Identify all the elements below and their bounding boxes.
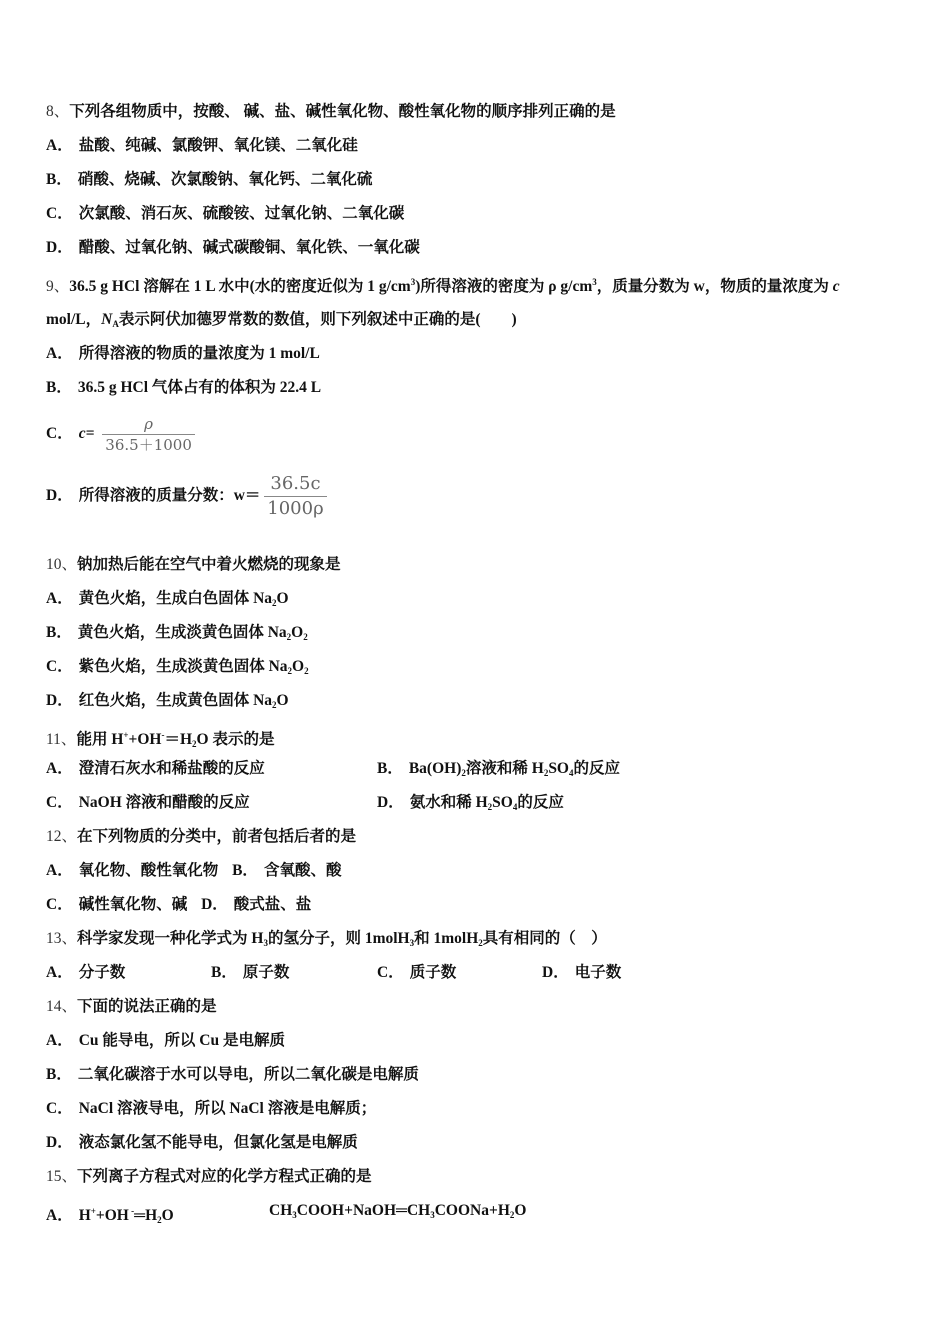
superscript: + bbox=[90, 1206, 96, 1216]
option-text: 所得溶液的物质的量浓度为 1 mol/L bbox=[78, 345, 320, 362]
question-8-stem bbox=[46, 102, 616, 122]
question-text: mol/L， bbox=[46, 311, 102, 328]
q9-option-d[interactable] bbox=[46, 470, 327, 522]
question-14-stem bbox=[46, 997, 217, 1017]
question-text: 的氢分子，则 1molH bbox=[267, 930, 410, 947]
option-label: B． bbox=[46, 379, 72, 396]
q15-option-a[interactable] bbox=[46, 1201, 174, 1230]
q12-options-row1 bbox=[46, 861, 341, 881]
q12-option-a[interactable] bbox=[46, 862, 218, 879]
superscript: - bbox=[128, 1206, 135, 1216]
option-text: Cu 能导电，所以 Cu 是电解质 bbox=[78, 1032, 285, 1049]
option-label: D． bbox=[377, 794, 404, 811]
option-text: 电子数 bbox=[574, 964, 622, 981]
option-text: O bbox=[291, 624, 304, 641]
option-label: A． bbox=[46, 760, 73, 777]
question-text: +OH bbox=[128, 731, 162, 748]
formula-prefix: c= bbox=[78, 425, 95, 442]
option-label: D． bbox=[201, 896, 228, 913]
fraction bbox=[264, 472, 326, 521]
subscript: 3 bbox=[409, 938, 415, 948]
q14-option-c[interactable] bbox=[46, 1099, 376, 1119]
option-text: O bbox=[292, 658, 305, 675]
subscript: 2 bbox=[303, 632, 308, 642]
question-13-stem bbox=[46, 929, 607, 953]
q9-option-c[interactable] bbox=[46, 412, 195, 456]
q12-options-row2 bbox=[46, 895, 311, 915]
q12-option-b[interactable] bbox=[232, 862, 341, 879]
subscript: 2 bbox=[304, 666, 309, 676]
subscript: 2 bbox=[192, 739, 197, 749]
question-text: 下列各组物质中，按酸、 碱、盐、碱性氧化物、酸性氧化物的顺序排列正确的是 bbox=[69, 103, 616, 120]
variable-c: c bbox=[832, 278, 840, 295]
avogadro-symbol: N bbox=[101, 311, 113, 328]
question-text: )所得溶液的密度为 ρ g/cm bbox=[415, 278, 593, 295]
option-label: D． bbox=[46, 692, 73, 709]
equation-text: O bbox=[514, 1202, 527, 1219]
question-text: 下列离子方程式对应的化学方程式正确的是 bbox=[77, 1168, 372, 1185]
q14-option-a[interactable] bbox=[46, 1031, 285, 1051]
numerator: ρ bbox=[102, 414, 195, 435]
q13-option-c[interactable] bbox=[377, 963, 456, 983]
subscript: 2 bbox=[287, 666, 293, 676]
question-text: 科学家发现一种化学式为 H bbox=[77, 930, 264, 947]
equation-text: H bbox=[78, 1207, 91, 1224]
question-text: ，质量分数为 w，物质的量浓度为 bbox=[596, 278, 833, 295]
ionic-equation bbox=[79, 1207, 174, 1224]
subscript: 2 bbox=[509, 1210, 515, 1220]
option-text: NaCl 溶液导电，所以 NaCl 溶液是电解质； bbox=[78, 1100, 377, 1117]
equation-text: ═H bbox=[134, 1207, 158, 1224]
option-label: D． bbox=[542, 964, 569, 981]
q14-option-b[interactable] bbox=[46, 1065, 419, 1085]
q8-option-c[interactable] bbox=[46, 204, 404, 224]
option-text: O bbox=[276, 692, 289, 709]
q11-option-c[interactable] bbox=[46, 793, 250, 813]
numerator: 36.5c bbox=[264, 472, 326, 497]
option-label: A． bbox=[46, 1207, 73, 1224]
subscript: 2 bbox=[272, 598, 277, 608]
question-11-stem bbox=[46, 725, 274, 754]
question-number: 12、 bbox=[46, 828, 78, 845]
option-label: C． bbox=[46, 896, 73, 913]
subscript: 2 bbox=[478, 938, 483, 948]
question-number: 15、 bbox=[46, 1168, 78, 1185]
q9-option-b[interactable] bbox=[46, 378, 321, 398]
question-text: 和 1molH bbox=[414, 930, 479, 947]
subscript: 4 bbox=[569, 768, 574, 778]
option-text: 黄色火焰，生成淡黄色固体 Na bbox=[77, 624, 287, 641]
option-label: A． bbox=[46, 590, 73, 607]
superscript: 3 bbox=[592, 277, 597, 287]
option-text: NaOH 溶液和醋酸的反应 bbox=[78, 794, 250, 811]
subscript: 2 bbox=[487, 802, 493, 812]
superscript: + bbox=[123, 730, 129, 740]
question-number: 10、 bbox=[46, 556, 78, 573]
option-label: B． bbox=[46, 171, 72, 188]
question-text: 表示阿伏加德罗常数的数值，则下列叙述中正确的是( ) bbox=[118, 311, 517, 328]
question-number: 13、 bbox=[46, 930, 78, 947]
option-text: SO bbox=[492, 794, 513, 811]
subscript: 2 bbox=[461, 768, 466, 778]
option-label: C． bbox=[46, 794, 73, 811]
question-number: 8、 bbox=[46, 103, 70, 120]
question-number: 14、 bbox=[46, 998, 78, 1015]
option-text: 原子数 bbox=[242, 964, 290, 981]
option-label: B． bbox=[46, 624, 72, 641]
option-label: B． bbox=[377, 760, 403, 777]
question-text: O 表示的是 bbox=[196, 731, 275, 748]
option-text: 紫色火焰，生成淡黄色固体 Na bbox=[78, 658, 288, 675]
question-15-stem bbox=[46, 1167, 372, 1187]
q12-option-c[interactable] bbox=[46, 896, 187, 913]
equation-text: CH bbox=[269, 1202, 293, 1219]
question-9-stem bbox=[46, 272, 840, 297]
q9-option-a[interactable] bbox=[46, 344, 320, 364]
option-text: SO bbox=[548, 760, 569, 777]
q8-option-a[interactable] bbox=[46, 136, 358, 156]
option-text: 含氧酸、酸 bbox=[263, 862, 342, 879]
option-text: 碱性氧化物、碱 bbox=[78, 896, 188, 913]
option-label: D． bbox=[46, 1134, 73, 1151]
q11-option-a[interactable] bbox=[46, 759, 265, 779]
option-text: 液态氯化氢不能导电，但氯化氢是电解质 bbox=[78, 1134, 358, 1151]
option-text: O bbox=[276, 590, 289, 607]
fraction bbox=[102, 414, 195, 455]
option-text: 红色火焰，生成黄色固体 Na bbox=[78, 692, 273, 709]
q13-option-a[interactable] bbox=[46, 963, 125, 983]
option-text: 氨水和稀 H bbox=[409, 794, 488, 811]
q10-option-d[interactable] bbox=[46, 691, 289, 715]
denominator: 1000ρ bbox=[267, 497, 324, 519]
question-number: 9、 bbox=[46, 278, 70, 295]
question-text: 36.5 g HCl 溶解在 1 L 水中(水的密度近似为 1 g/cm bbox=[69, 278, 411, 295]
q10-option-c[interactable] bbox=[46, 657, 309, 681]
q14-option-d[interactable] bbox=[46, 1133, 358, 1153]
option-label: C． bbox=[46, 658, 73, 675]
q13-option-d[interactable] bbox=[542, 963, 621, 983]
subscript: 2 bbox=[543, 768, 549, 778]
option-text: 次氯酸、消石灰、硫酸铵、过氧化钠、二氧化碳 bbox=[78, 205, 405, 222]
q11-option-d[interactable] bbox=[377, 793, 564, 817]
question-text: 下面的说法正确的是 bbox=[77, 998, 217, 1015]
option-label: A． bbox=[46, 1032, 73, 1049]
subscript: 3 bbox=[292, 1210, 297, 1220]
option-text: 二氧化碳溶于水可以导电，所以二氧化碳是电解质 bbox=[77, 1066, 419, 1083]
option-text: 的反应 bbox=[517, 794, 564, 811]
question-10-stem bbox=[46, 555, 341, 575]
superscript: 3 bbox=[410, 277, 416, 287]
equation-text: O bbox=[161, 1207, 174, 1224]
question-12-stem bbox=[46, 827, 356, 847]
equation-text: COOH+NaOH═CH bbox=[296, 1202, 431, 1219]
equation-text: +OH bbox=[95, 1207, 129, 1224]
option-label: C． bbox=[46, 425, 73, 442]
option-label: B． bbox=[46, 1066, 72, 1083]
subscript: A bbox=[112, 319, 119, 329]
superscript: - bbox=[161, 730, 165, 740]
q11-option-b[interactable] bbox=[377, 759, 620, 783]
option-text: 酸式盐、盐 bbox=[233, 896, 312, 913]
option-label: A． bbox=[46, 345, 73, 362]
q12-option-d[interactable] bbox=[201, 896, 311, 913]
subscript: 2 bbox=[272, 700, 277, 710]
option-label: B． bbox=[232, 862, 258, 879]
option-text: 澄清石灰水和稀盐酸的反应 bbox=[78, 760, 265, 777]
q10-option-a[interactable] bbox=[46, 589, 289, 613]
option-text: 溶液和稀 H bbox=[465, 760, 544, 777]
option-text: 黄色火焰，生成白色固体 Na bbox=[78, 590, 273, 607]
option-label: D． bbox=[46, 487, 73, 504]
option-label: A． bbox=[46, 964, 73, 981]
option-label: D． bbox=[46, 239, 73, 256]
subscript: 3 bbox=[263, 938, 268, 948]
q10-option-b[interactable] bbox=[46, 623, 308, 647]
subscript: 3 bbox=[430, 1210, 435, 1220]
option-text: 氧化物、酸性氧化物 bbox=[78, 862, 219, 879]
denominator: 36.5＋1000 bbox=[105, 435, 192, 454]
option-text: 硝酸、烧碱、次氯酸钠、氧化钙、二氧化硫 bbox=[77, 171, 373, 188]
option-label: B． bbox=[211, 964, 237, 981]
option-label: C． bbox=[46, 1100, 73, 1117]
q8-option-d[interactable] bbox=[46, 238, 420, 258]
question-text: 具有相同的（ ） bbox=[482, 930, 607, 947]
q8-option-b[interactable] bbox=[46, 170, 372, 190]
subscript: 2 bbox=[157, 1215, 162, 1225]
subscript: 2 bbox=[286, 632, 292, 642]
option-text: 所得溶液的质量分数：w＝ bbox=[78, 487, 261, 504]
question-text: ＝H bbox=[164, 731, 193, 748]
question-number: 11、 bbox=[46, 731, 77, 748]
option-text: 质子数 bbox=[409, 964, 457, 981]
option-text: 盐酸、纯碱、氯酸钾、氧化镁、二氧化硅 bbox=[78, 137, 358, 154]
equation-text: COONa+H bbox=[434, 1202, 510, 1219]
option-text: 36.5 g HCl 气体占有的体积为 22.4 L bbox=[77, 379, 322, 396]
q15-option-a-chemical-equation bbox=[269, 1201, 526, 1225]
question-text: 钠加热后能在空气中着火燃烧的现象是 bbox=[77, 556, 341, 573]
option-text: 醋酸、过氧化钠、碱式碳酸铜、氧化铁、一氧化碳 bbox=[78, 239, 420, 256]
option-text: 分子数 bbox=[78, 964, 126, 981]
subscript: 4 bbox=[512, 802, 518, 812]
option-label: A． bbox=[46, 137, 73, 154]
option-label: C． bbox=[377, 964, 404, 981]
option-text: 的反应 bbox=[573, 760, 621, 777]
option-label: A． bbox=[46, 862, 73, 879]
option-text: Ba(OH) bbox=[408, 760, 462, 777]
question-text: 在下列物质的分类中，前者包括后者的是 bbox=[77, 828, 357, 845]
q13-option-b[interactable] bbox=[211, 963, 289, 983]
question-9-stem-line2 bbox=[46, 310, 517, 334]
option-label: C． bbox=[46, 205, 73, 222]
question-text: 能用 H bbox=[76, 731, 124, 748]
